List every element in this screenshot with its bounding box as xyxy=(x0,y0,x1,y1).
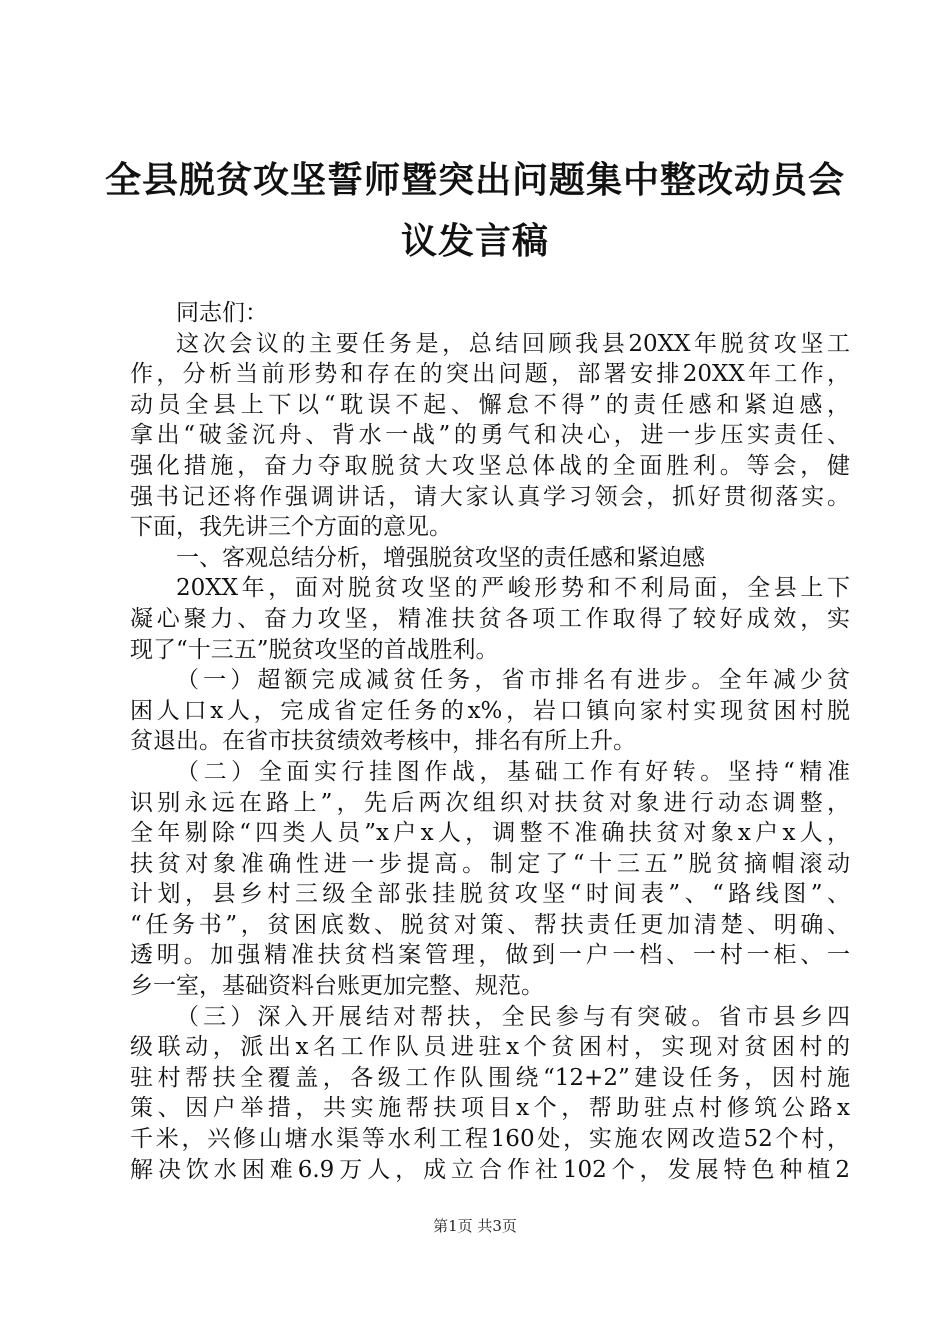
body-text-line: 同志们： xyxy=(176,300,268,326)
document-title-line-2: 议发言稿 xyxy=(400,220,549,262)
body-text-line: 解决饮水困难6.9万人，成立合作社102个，发展特色种植2 xyxy=(130,1156,850,1183)
body-text-line: 一、客观总结分析，增强脱贫攻坚的责任感和紧迫感 xyxy=(176,544,705,571)
body-text-line: （一）超额完成减贫任务，省市排名有进步。全年减少贫 xyxy=(176,667,850,694)
page-footer: 第1页 共3页 xyxy=(433,1217,517,1235)
body-text-line: 动员全县上下以“耽误不起、懈怠不得”的责任感和紧迫感， xyxy=(130,391,850,418)
body-text-line: 下面，我先讲三个方面的意见。 xyxy=(130,514,452,541)
body-text-line: 凝心聚力、奋力攻坚，精准扶贫各项工作取得了较好成效，实 xyxy=(130,605,850,632)
document-title-line-1: 全县脱贫攻坚誓师暨突出问题集中整改动员会 xyxy=(104,159,845,201)
body-text-line: 千米，兴修山塘水渠等水利工程160处，实施农网改造52个村， xyxy=(130,1126,850,1153)
body-text-line: 强书记还将作强调讲话，请大家认真学习领会，抓好贯彻落实。 xyxy=(130,483,850,510)
body-text-line: （三）深入开展结对帮扶，全民参与有突破。省市县乡四 xyxy=(176,1003,850,1030)
body-text-line: 计划，县乡村三级全部张挂脱贫攻坚“时间表”、“路线图”、 xyxy=(130,881,850,908)
body-text-line: 20XX年，面对脱贫攻坚的严峻形势和不利局面，全县上下 xyxy=(176,575,850,602)
body-text-line: 乡一室，基础资料台账更加完整、规范。 xyxy=(130,973,544,1000)
body-text-line: 驻村帮扶全覆盖，各级工作队围绕“12+2”建设任务，因村施 xyxy=(130,1064,850,1091)
body-text-line: 透明。加强精准扶贫档案管理，做到一户一档、一村一柜、一 xyxy=(130,942,850,969)
body-text-line: 拿出“破釜沉舟、背水一战”的勇气和决心，进一步压实责任、 xyxy=(130,422,850,449)
body-text-line: （二）全面实行挂图作战，基础工作有好转。坚持“精准 xyxy=(176,758,850,785)
body-text-line: 这次会议的主要任务是，总结回顾我县20XX年脱贫攻坚工 xyxy=(176,330,850,357)
body-text-line: “任务书”，贫困底数、脱贫对策、帮扶责任更加清楚、明确、 xyxy=(130,911,850,938)
body-text-line: 现了“十三五”脱贫攻坚的首战胜利。 xyxy=(130,636,499,663)
body-text-line: 作，分析当前形势和存在的突出问题，部署安排20XX年工作， xyxy=(130,361,850,388)
body-text-line: 扶贫对象准确性进一步提高。制定了“十三五”脱贫摘帽滚动 xyxy=(130,850,850,877)
body-text-line: 强化措施，奋力夺取脱贫大攻坚总体战的全面胜利。等会，健 xyxy=(130,452,850,479)
body-text-line: 级联动，派出x名工作队员进驻x个贫困村，实现对贫困村的 xyxy=(130,1034,850,1061)
body-text-line: 困人口x人，完成省定任务的x%，岩口镇向家村实现贫困村脱 xyxy=(130,697,850,724)
document-body xyxy=(130,298,850,1185)
body-text-line: 贫退出。在省市扶贫绩效考核中，排名有所上升。 xyxy=(130,728,636,755)
body-text-line: 全年剔除“四类人员”x户x人，调整不准确扶贫对象x户x人， xyxy=(130,820,850,847)
body-text-line: 策、因户举措，共实施帮扶项目x个，帮助驻点村修筑公路x xyxy=(130,1095,850,1122)
body-text-line: 识别永远在路上”，先后两次组织对扶贫对象进行动态调整， xyxy=(130,789,850,816)
